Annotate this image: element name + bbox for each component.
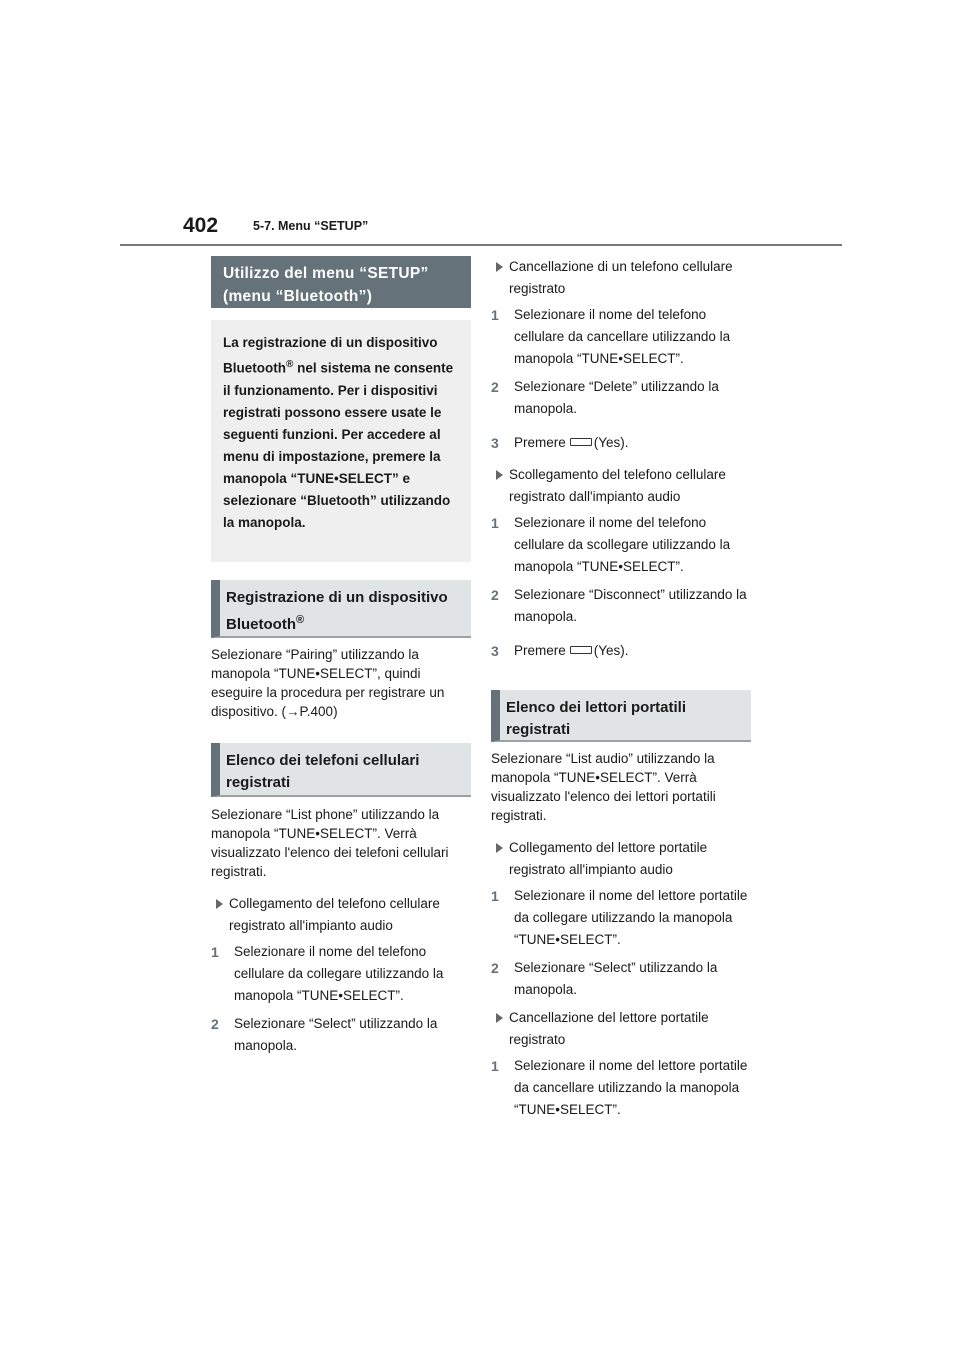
triangle-right-icon (496, 262, 503, 272)
step-text-pre: Premere (514, 643, 566, 658)
registration-text-b: P.400) (299, 704, 338, 719)
step-number: 1 (211, 944, 219, 960)
step-number: 3 (491, 643, 499, 659)
step-number: 1 (491, 307, 499, 323)
registration-header (211, 580, 471, 638)
step-text: Selezionare “Select” utilizzando la manopola. (234, 1016, 438, 1053)
connect-phone-step (211, 1013, 471, 1057)
step-number: 3 (491, 435, 499, 451)
registration-header-mark: ® (295, 614, 305, 626)
step-text-pre: Premere (514, 435, 566, 450)
step-number: 1 (491, 1058, 499, 1074)
menu-header: Utilizzo del menu “SETUP” (menu “Bluetooth”) (211, 256, 471, 308)
registration-header-text: Registrazione di un dispositivo Bluetooth (226, 589, 448, 633)
triangle-right-icon (496, 470, 503, 480)
page-number: 402 (183, 214, 219, 237)
connect-player-bullet-text: Collegamento del lettore portatile registrato all'impianto audio (509, 840, 708, 877)
step-text-post: (Yes). (593, 643, 629, 658)
intro-box (211, 320, 471, 562)
step-text: Selezionare il nome del lettore portatile da cancellare utilizzando la manopola “TUNE•SELECT”. (514, 1058, 748, 1117)
step-text-post: (Yes). (593, 435, 629, 450)
step-text: Selezionare il nome del telefono cellulare da cancellare utilizzando la manopola “TUNE•SELECT”. (514, 307, 731, 366)
step-number: 1 (491, 888, 499, 904)
delete-player-bullet-text: Cancellazione del lettore portatile registrato (509, 1010, 709, 1047)
page-reference-arrow: → (286, 704, 300, 719)
delete-phone-bullet-text: Cancellazione di un telefono cellulare registrato (509, 259, 733, 296)
delete-phone-bullet (491, 256, 751, 300)
triangle-right-icon (216, 899, 223, 909)
step-text: Selezionare “Disconnect” utilizzando la manopola. (514, 587, 747, 624)
delete-phone-step (491, 304, 751, 370)
disconnect-phone-bullet (491, 464, 751, 508)
delete-phone-step (491, 432, 751, 454)
step-number: 2 (491, 379, 499, 395)
step-number: 2 (491, 960, 499, 976)
disconnect-phone-step (491, 512, 751, 578)
step-number: 2 (211, 1016, 219, 1032)
step-text: Selezionare il nome del telefono cellulare da scollegare utilizzando la manopola “TUNE•SELECT”. (514, 515, 731, 574)
connect-phone-bullet (211, 893, 471, 937)
step-text: Selezionare “Select” utilizzando la manopola. (514, 960, 718, 997)
delete-phone-step (491, 376, 751, 420)
step-number: 1 (491, 515, 499, 531)
intro-text-a: La registrazione di un dispositivo Bluetooth (223, 335, 438, 376)
connect-player-step (491, 885, 751, 951)
step-text: Selezionare il nome del lettore portatile da collegare utilizzando la manopola “TUNE•SELECT”. (514, 888, 748, 947)
connect-phone-step (211, 941, 471, 1007)
intro-text-b: nel sistema ne consente il funzionamento. Per i dispositivi registrati possono essere usate le seguenti funzioni. Per accedere al menu di impostazione, premere la manopola “TUNE•SELECT” e selezionare “Bluetooth” utilizzando la manopola. (223, 360, 454, 530)
step-text: Selezionare “Delete” utilizzando la manopola. (514, 379, 719, 416)
header-rule (120, 244, 842, 246)
left-column (211, 256, 471, 1057)
phones-list-text: Selezionare “List phone” utilizzando la manopola “TUNE•SELECT”. Verrà visualizzato l'elenco dei telefoni cellulari registrati. (211, 807, 449, 879)
disconnect-phone-step (491, 584, 751, 628)
triangle-right-icon (496, 1013, 503, 1023)
disconnect-phone-bullet-text: Scollegamento del telefono cellulare registrato dall'impianto audio (509, 467, 726, 504)
right-column (491, 256, 751, 1121)
section-title: 5-7. Menu “SETUP” (253, 219, 369, 233)
intro-registered-mark: ® (286, 359, 294, 370)
players-list-text: Selezionare “List audio” utilizzando la manopola “TUNE•SELECT”. Verrà visualizzato l'elenco dei lettori portatili registrati. (491, 751, 716, 823)
step-number: 2 (491, 587, 499, 603)
delete-player-step (491, 1055, 751, 1121)
registration-text (211, 645, 471, 721)
registration-text-a: Selezionare “Pairing” utilizzando la manopola “TUNE•SELECT”, quindi eseguire la procedura per registrare un dispositivo. ( (211, 647, 445, 719)
delete-player-bullet (491, 1007, 751, 1051)
connect-phone-bullet-text: Collegamento del telefono cellulare registrato all'impianto audio (229, 896, 440, 933)
rectangle-button-icon (570, 646, 592, 654)
disconnect-phone-step (491, 640, 751, 662)
phones-list-header: Elenco dei telefoni cellulari registrati (211, 743, 471, 797)
triangle-right-icon (496, 843, 503, 853)
connect-player-step (491, 957, 751, 1001)
connect-player-bullet (491, 837, 751, 881)
players-list-header: Elenco dei lettori portatili registrati (491, 690, 751, 742)
rectangle-button-icon (570, 438, 592, 446)
step-text: Selezionare il nome del telefono cellulare da collegare utilizzando la manopola “TUNE•SELECT”. (234, 944, 444, 1003)
